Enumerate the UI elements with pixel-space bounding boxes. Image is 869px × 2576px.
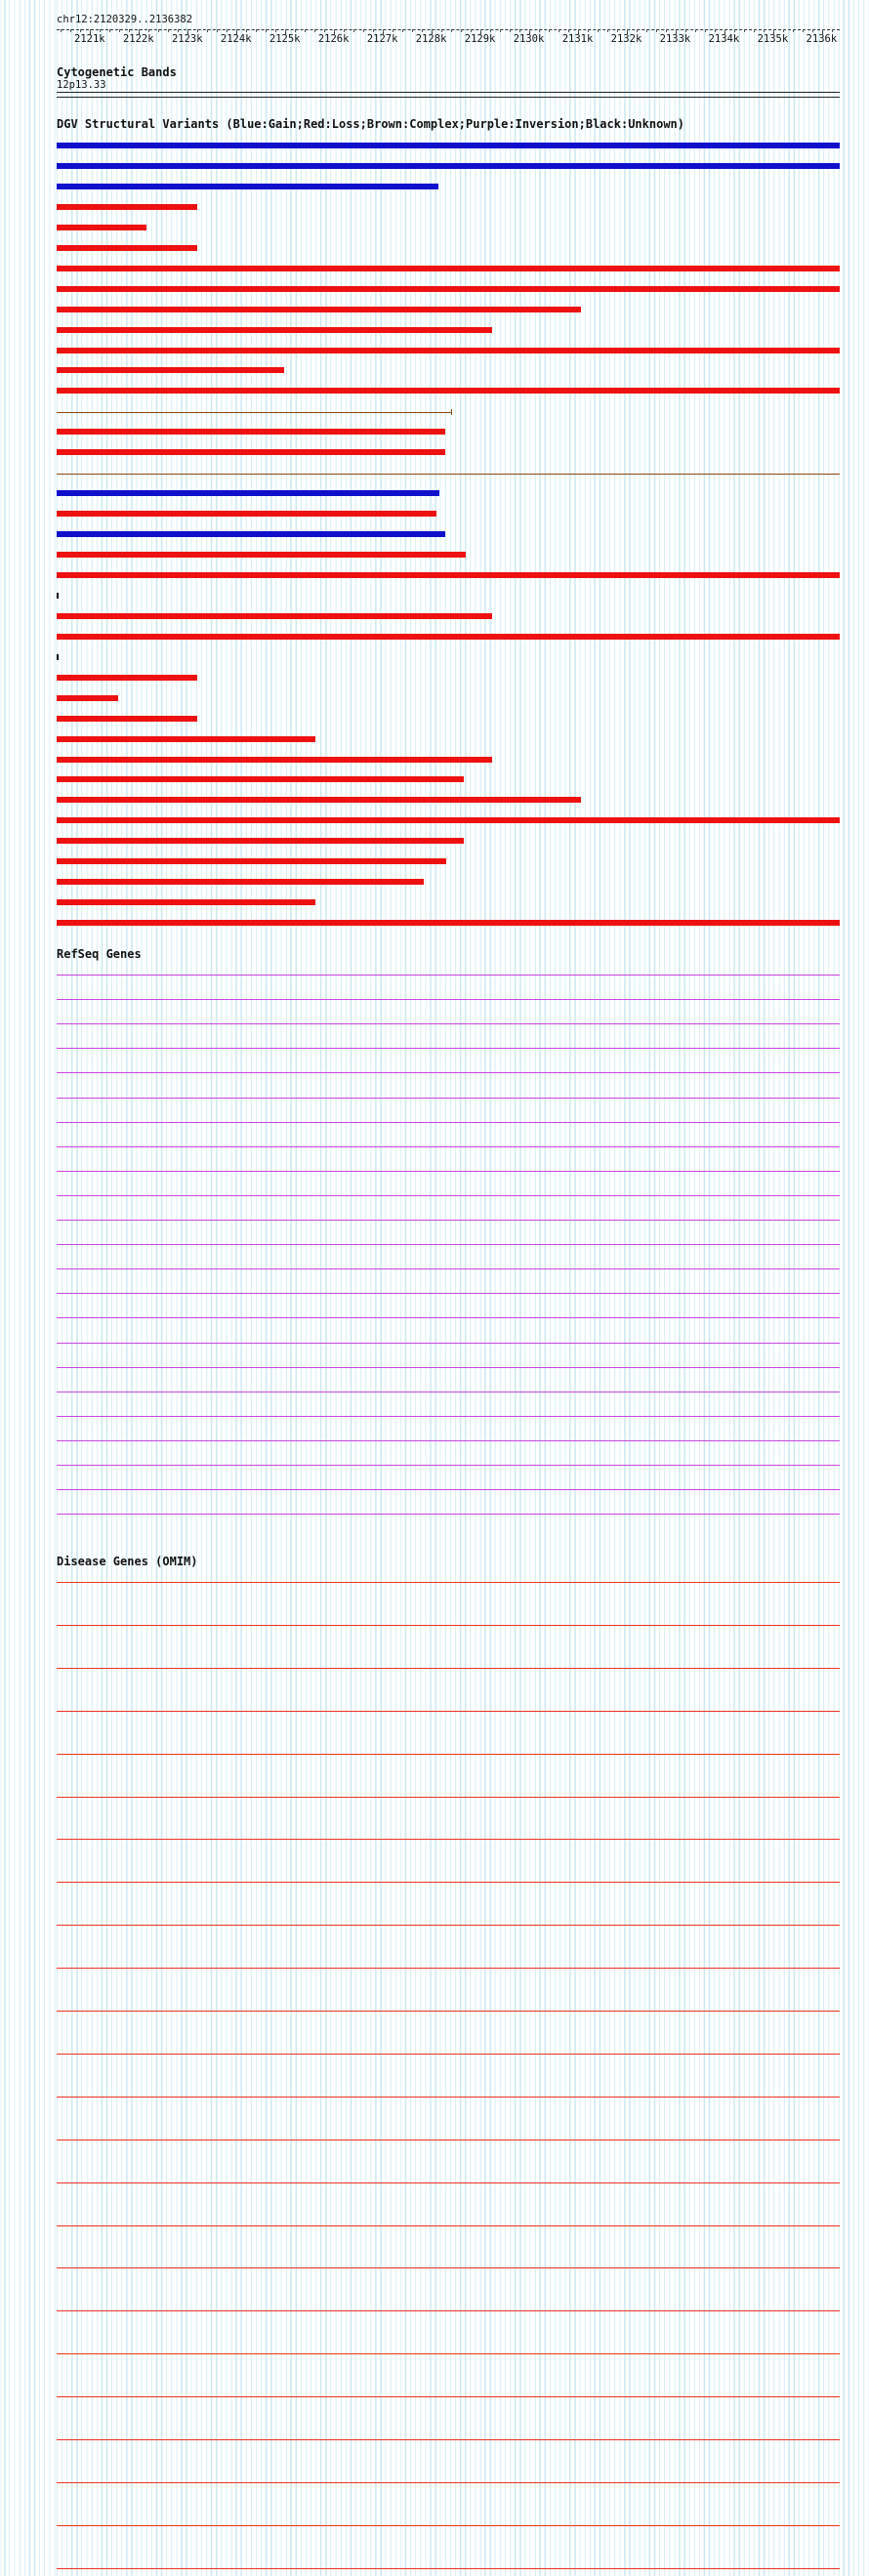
ruler-tick-label: 2131k <box>561 33 594 45</box>
ruler-minor-tick <box>383 29 384 32</box>
ruler-tick-label: 2125k <box>269 33 301 45</box>
ruler-minor-tick <box>373 29 374 32</box>
omim-disease-line <box>57 1625 840 1626</box>
ruler-minor-tick <box>324 29 325 32</box>
ruler-minor-tick <box>666 29 667 32</box>
ruler-minor-tick <box>275 29 276 32</box>
ruler-minor-tick <box>90 29 91 32</box>
ruler-minor-tick <box>80 29 81 32</box>
dgv-bar-loss <box>57 899 315 905</box>
ruler-minor-tick <box>539 29 540 32</box>
ruler-axis <box>57 29 840 30</box>
omim-disease-line <box>57 2396 840 2397</box>
ruler-tick-label: 2128k <box>415 33 447 45</box>
dgv-bar-loss <box>57 572 840 578</box>
dgv-bar-loss <box>57 634 840 640</box>
ruler-minor-tick <box>764 29 765 32</box>
refseq-gene-line <box>57 1416 840 1417</box>
ruler-tick-label: 2133k <box>659 33 691 45</box>
ruler-minor-tick <box>353 29 354 32</box>
ruler-minor-tick <box>724 29 725 32</box>
ruler-minor-tick <box>529 29 530 32</box>
refseq-gene-line <box>57 1171 840 1172</box>
ruler-minor-tick <box>832 29 833 32</box>
dgv-bar-loss <box>57 429 445 435</box>
dgv-header: DGV Structural Variants (Blue:Gain;Red:Loss;Brown:Complex;Purple:Inversion;Black:Unknown) <box>57 117 684 131</box>
ruler-minor-tick <box>783 29 784 32</box>
dgv-bar-complex <box>57 474 840 475</box>
ruler-minor-tick <box>246 29 247 32</box>
refseq-gene-line <box>57 1195 840 1196</box>
refseq-gene-line <box>57 1023 840 1024</box>
ruler-minor-tick <box>451 29 452 32</box>
ruler-minor-tick <box>119 29 120 32</box>
ruler-minor-tick <box>695 29 696 32</box>
dgv-bar-loss <box>57 675 197 681</box>
ruler-minor-tick <box>578 29 579 32</box>
cytoband-bar-top <box>57 92 840 93</box>
ruler-minor-tick <box>744 29 745 32</box>
dgv-bar-loss <box>57 736 315 742</box>
ruler-minor-tick <box>129 29 130 32</box>
ruler-minor-tick <box>715 29 716 32</box>
dgv-bar-loss <box>57 879 424 885</box>
dgv-bar-loss <box>57 286 840 292</box>
ruler-tick-label: 2134k <box>708 33 740 45</box>
omim-disease-line <box>57 2353 840 2354</box>
refseq-gene-line <box>57 1440 840 1441</box>
ruler-minor-tick <box>812 29 813 32</box>
omim-header: Disease Genes (OMIM) <box>57 1555 198 1568</box>
dgv-bar-loss <box>57 817 840 823</box>
ruler-tick-label: 2127k <box>366 33 398 45</box>
omim-disease-line <box>57 1582 840 1583</box>
dgv-bar-loss <box>57 757 492 763</box>
ruler-minor-tick <box>139 29 140 32</box>
ruler-minor-tick <box>266 29 267 32</box>
dgv-bar-loss <box>57 388 840 394</box>
ruler-minor-tick <box>607 29 608 32</box>
ruler-minor-tick <box>471 29 472 32</box>
refseq-gene-line <box>57 1268 840 1269</box>
ruler-tick-label: 2136k <box>806 33 838 45</box>
ruler-minor-tick <box>61 29 62 32</box>
dgv-bar-gain <box>57 184 438 189</box>
omim-disease-line <box>57 1839 840 1840</box>
refseq-gene-line <box>57 1244 840 1245</box>
refseq-gene-line <box>57 1367 840 1368</box>
ruler-tick-label: 2135k <box>757 33 789 45</box>
refseq-gene-line <box>57 999 840 1000</box>
dgv-bar-loss <box>57 695 118 701</box>
dgv-bar-loss <box>57 307 581 312</box>
ruler-minor-tick <box>637 29 638 32</box>
omim-disease-line <box>57 1668 840 1669</box>
dgv-bar-unknown <box>57 654 59 660</box>
dgv-bar-loss <box>57 838 464 844</box>
ruler-minor-tick <box>480 29 481 32</box>
ruler-tick-label: 2122k <box>122 33 154 45</box>
ruler-minor-tick <box>344 29 345 32</box>
refseq-gene-line <box>57 1514 840 1515</box>
ruler-minor-tick <box>519 29 520 32</box>
ruler-tick-label: 2124k <box>220 33 252 45</box>
dgv-bar-loss <box>57 776 464 782</box>
omim-disease-line <box>57 2054 840 2055</box>
ruler-tick-label: 2132k <box>610 33 642 45</box>
ruler-tick-label: 2130k <box>513 33 545 45</box>
dgv-bar-loss <box>57 858 446 864</box>
omim-disease-line <box>57 1882 840 1883</box>
ruler-minor-tick <box>187 29 188 32</box>
ruler-minor-tick <box>109 29 110 32</box>
ruler-minor-tick <box>500 29 501 32</box>
refseq-gene-line <box>57 1146 840 1147</box>
cytoband-bar-bottom <box>57 97 840 98</box>
dgv-bar-end-tick <box>451 409 452 415</box>
dgv-bar-loss <box>57 920 840 926</box>
ruler-minor-tick <box>178 29 179 32</box>
omim-disease-line <box>57 2525 840 2526</box>
omim-disease-line <box>57 1968 840 1969</box>
ruler-minor-tick <box>490 29 491 32</box>
omim-disease-line <box>57 2097 840 2098</box>
ruler-minor-tick <box>334 29 335 32</box>
ruler-minor-tick <box>822 29 823 32</box>
ruler-minor-tick <box>773 29 774 32</box>
ruler-minor-tick <box>803 29 804 32</box>
ruler-minor-tick <box>656 29 657 32</box>
dgv-bar-loss <box>57 204 197 210</box>
ruler-minor-tick <box>685 29 686 32</box>
dgv-bar-loss <box>57 511 436 517</box>
ruler-minor-tick <box>617 29 618 32</box>
ruler-tick-label: 2126k <box>317 33 350 45</box>
ruler-minor-tick <box>754 29 755 32</box>
omim-disease-line <box>57 1754 840 1755</box>
ruler-minor-tick <box>627 29 628 32</box>
dgv-bar-gain <box>57 163 840 169</box>
omim-disease-line <box>57 2225 840 2226</box>
refseq-gene-line <box>57 1343 840 1344</box>
ruler-minor-tick <box>207 29 208 32</box>
refseq-gene-line <box>57 1465 840 1466</box>
dgv-bar-loss <box>57 716 197 722</box>
ruler-minor-tick <box>295 29 296 32</box>
dgv-bar-loss <box>57 797 581 803</box>
dgv-bar-loss <box>57 327 492 333</box>
refseq-gene-line <box>57 1072 840 1073</box>
refseq-gene-line <box>57 1098 840 1099</box>
ruler-minor-tick <box>285 29 286 32</box>
dgv-bar-unknown <box>57 593 59 599</box>
ruler-minor-tick <box>588 29 589 32</box>
refseq-header: RefSeq Genes <box>57 947 142 961</box>
refseq-gene-line <box>57 1048 840 1049</box>
dgv-bar-loss <box>57 552 466 558</box>
dgv-bar-loss <box>57 225 146 230</box>
ruler-minor-tick <box>197 29 198 32</box>
dgv-bar-loss <box>57 367 284 373</box>
omim-disease-line <box>57 2267 840 2268</box>
ruler-minor-tick <box>441 29 442 32</box>
ruler-minor-tick <box>412 29 413 32</box>
ruler-minor-tick <box>148 29 149 32</box>
refseq-gene-line <box>57 1293 840 1294</box>
omim-disease-line <box>57 1711 840 1712</box>
ruler-minor-tick <box>314 29 315 32</box>
ruler-minor-tick <box>227 29 228 32</box>
ruler-minor-tick <box>510 29 511 32</box>
dgv-bar-loss <box>57 266 840 271</box>
omim-disease-line <box>57 2439 840 2440</box>
ruler-minor-tick <box>793 29 794 32</box>
ruler-minor-tick <box>598 29 599 32</box>
dgv-bar-loss <box>57 245 197 251</box>
ruler-minor-tick <box>422 29 423 32</box>
dgv-bar-loss <box>57 613 492 619</box>
ruler-minor-tick <box>236 29 237 32</box>
omim-disease-line <box>57 1797 840 1798</box>
dgv-bar-gain <box>57 531 445 537</box>
ruler-minor-tick <box>70 29 71 32</box>
refseq-gene-line <box>57 1489 840 1490</box>
ruler-minor-tick <box>432 29 433 32</box>
ruler-minor-tick <box>734 29 735 32</box>
ruler-minor-tick <box>256 29 257 32</box>
refseq-gene-line <box>57 975 840 976</box>
refseq-gene-line <box>57 1220 840 1221</box>
dgv-bar-gain <box>57 143 840 148</box>
ruler-tick-label: 2129k <box>464 33 496 45</box>
dgv-bar-complex <box>57 412 452 413</box>
ruler-minor-tick <box>549 29 550 32</box>
ruler-minor-tick <box>363 29 364 32</box>
locus-label: chr12:2120329..2136382 <box>57 14 193 25</box>
cytoband-header: Cytogenetic Bands <box>57 65 177 79</box>
refseq-gene-line <box>57 1317 840 1318</box>
omim-disease-line <box>57 2310 840 2311</box>
dgv-bar-gain <box>57 490 439 496</box>
ruler-minor-tick <box>705 29 706 32</box>
ruler-tick-label: 2121k <box>74 33 105 45</box>
omim-disease-line <box>57 2482 840 2483</box>
omim-disease-line <box>57 2568 840 2569</box>
dgv-bar-loss <box>57 449 445 455</box>
ruler-minor-tick <box>100 29 101 32</box>
ruler-minor-tick <box>158 29 159 32</box>
ruler-minor-tick <box>461 29 462 32</box>
dgv-bar-loss <box>57 348 840 353</box>
ruler-minor-tick <box>676 29 677 32</box>
ruler-minor-tick <box>568 29 569 32</box>
refseq-gene-line <box>57 1122 840 1123</box>
ruler-minor-tick <box>646 29 647 32</box>
ruler-minor-tick <box>305 29 306 32</box>
ruler-minor-tick <box>168 29 169 32</box>
omim-disease-line <box>57 2011 840 2012</box>
cytoband-label: 12p13.33 <box>57 79 106 91</box>
ruler-tick-label: 2123k <box>171 33 203 45</box>
ruler-minor-tick <box>217 29 218 32</box>
omim-disease-line <box>57 1925 840 1926</box>
ruler-minor-tick <box>402 29 403 32</box>
omim-disease-line <box>57 2182 840 2183</box>
